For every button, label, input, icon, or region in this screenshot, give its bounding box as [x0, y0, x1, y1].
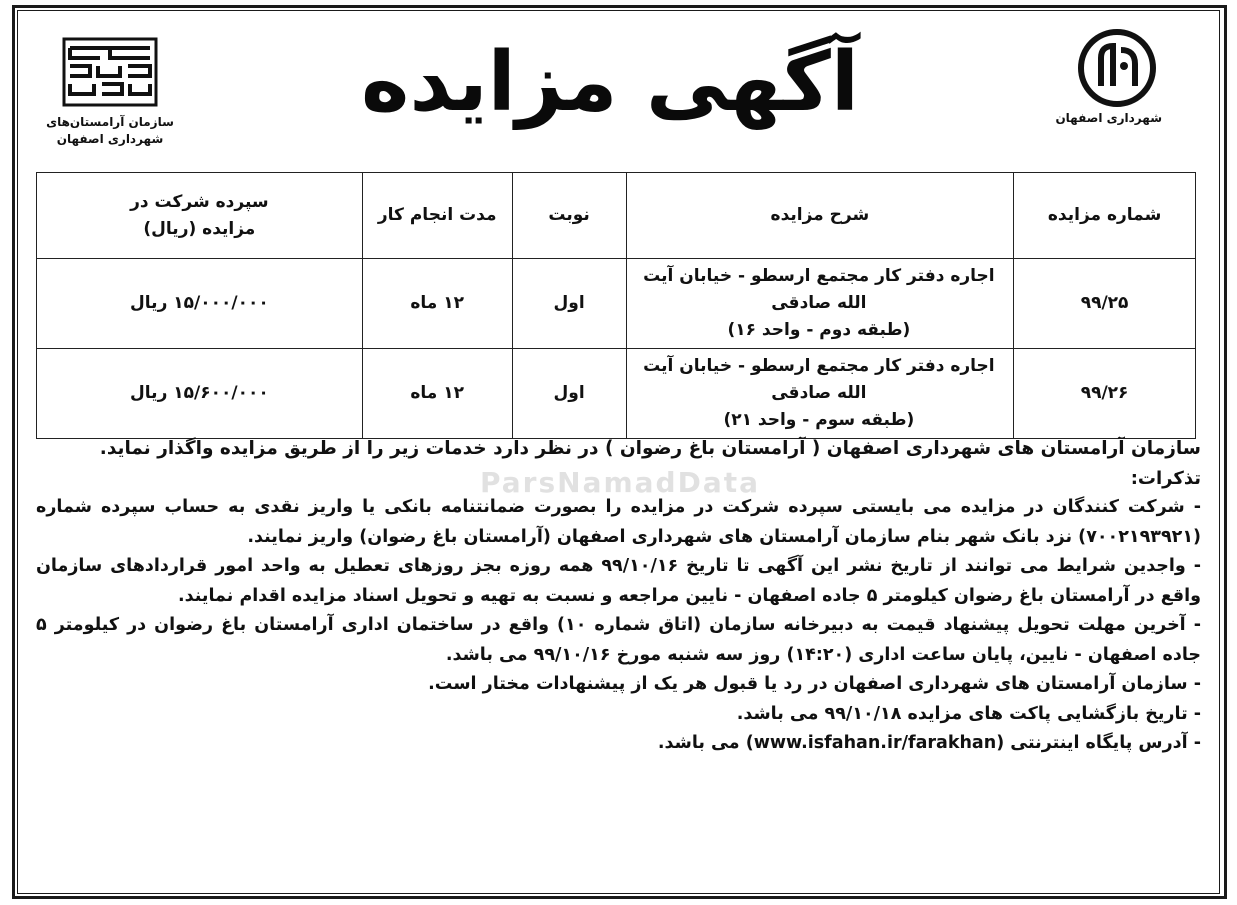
table-row: [37, 259, 1196, 349]
logo-left-caption-line2: شهرداری اصفهان: [56, 132, 164, 146]
note-item: - شرکت کنندگان در مزایده می بایستی سپرده شرکت در مزایده را بصورت ضمانتنامه بانکی یا واریز نقدی به حساب سپرده شماره (۷۰۰۲۱۹۳۹۲۱) نزد بانک شهر بنام سازمان آرامستان های شهرداری اصفهان (آرامستان باغ رضوان) واریز نمایند.: [36, 497, 1201, 547]
description-line2: (طبقه دوم - واحد ۱۶): [727, 320, 911, 340]
header-description: شرح مزایده: [626, 173, 1014, 259]
note-item: - آخرین مهلت تحویل پیشنهاد قیمت به دبیرخانه سازمان (اتاق شماره ۱۰) واقع در ساختمان اداری آرامستان باغ رضوان در کیلومتر ۵ جاده اصفهان - نایین، پایان ساعت اداری (۱۴:۲۰) روز سه شنبه مورخ ۹۹/۱۰/۱۶ می باشد.: [36, 615, 1201, 665]
notes-section: [36, 434, 1201, 759]
watermark: ParsNamadData: [480, 466, 760, 499]
header-turn: نوبت: [512, 173, 626, 259]
auction-turn: اول: [512, 349, 626, 439]
cemetery-organization-logo: [45, 36, 175, 148]
auction-number: ۹۹/۲۶: [1014, 349, 1196, 439]
auction-deposit: ۱۵/۶۰۰/۰۰۰ ریال: [37, 349, 363, 439]
cemetery-emblem-icon: [60, 36, 160, 108]
description-line2: (طبقه سوم - واحد ۲۱): [723, 410, 915, 430]
auction-description: [626, 349, 1014, 439]
description-line1: اجاره دفتر کار مجتمع ارسطو - خیابان آیت الله صادقی: [643, 356, 995, 403]
auction-table: [36, 172, 1196, 439]
municipality-emblem-icon: [1077, 28, 1157, 108]
notes-intro: سازمان آرامستان های شهرداری اصفهان ( آرامستان باغ رضوان ) در نظر دارد خدمات زیر را از طریق مزایده واگذار نماید.: [99, 438, 1201, 459]
table-header-row: [37, 173, 1196, 259]
table-row: [37, 349, 1196, 439]
isfahan-municipality-logo: [1055, 28, 1162, 133]
note-item: - تاریخ بازگشایی پاکت های مزایده ۹۹/۱۰/۱۸ می باشد.: [736, 703, 1201, 724]
logo-left-caption: [45, 114, 175, 148]
logo-left-caption-line1: سازمان آرامستان‌های: [46, 115, 174, 129]
logo-right-caption: شهرداری اصفهان: [1055, 111, 1162, 125]
header-number: شماره مزایده: [1014, 173, 1196, 259]
auction-description: [626, 259, 1014, 349]
header-deposit-line1: سپرده شرکت در: [130, 191, 269, 212]
header-deposit-line2: مزایده (ریال): [143, 218, 256, 239]
notes-label: تذکرات:: [1130, 467, 1201, 489]
note-item: - واجدین شرایط می توانند از تاریخ نشر این آگهی تا تاریخ ۹۹/۱۰/۱۶ همه روزه بجز روزهای تعطیل به واحد امور قراردادهای سازمان واقع در آرامستان باغ رضوان کیلومتر ۵ جاده اصفهان - نایین مراجعه و نسبت به تهیه و تحویل اسناد مزایده اقدام نمایند.: [36, 556, 1202, 606]
page-title: آگهی مزایده: [361, 35, 859, 130]
auction-deposit: ۱۵/۰۰۰/۰۰۰ ریال: [37, 259, 363, 349]
auction-turn: اول: [512, 259, 626, 349]
auction-duration: ۱۲ ماه: [362, 259, 512, 349]
note-item: - آدرس پایگاه اینترنتی (www.isfahan.ir/farakhan) می باشد.: [657, 733, 1201, 753]
note-item: - سازمان آرامستان های شهرداری اصفهان در رد یا قبول هر یک از پیشنهادات مختار است.: [428, 674, 1201, 694]
auction-duration: ۱۲ ماه: [362, 349, 512, 439]
header-deposit: [37, 173, 363, 259]
auction-number: ۹۹/۲۵: [1014, 259, 1196, 349]
header-duration: مدت انجام کار: [362, 173, 512, 259]
description-line1: اجاره دفتر کار مجتمع ارسطو - خیابان آیت الله صادقی: [643, 266, 995, 313]
